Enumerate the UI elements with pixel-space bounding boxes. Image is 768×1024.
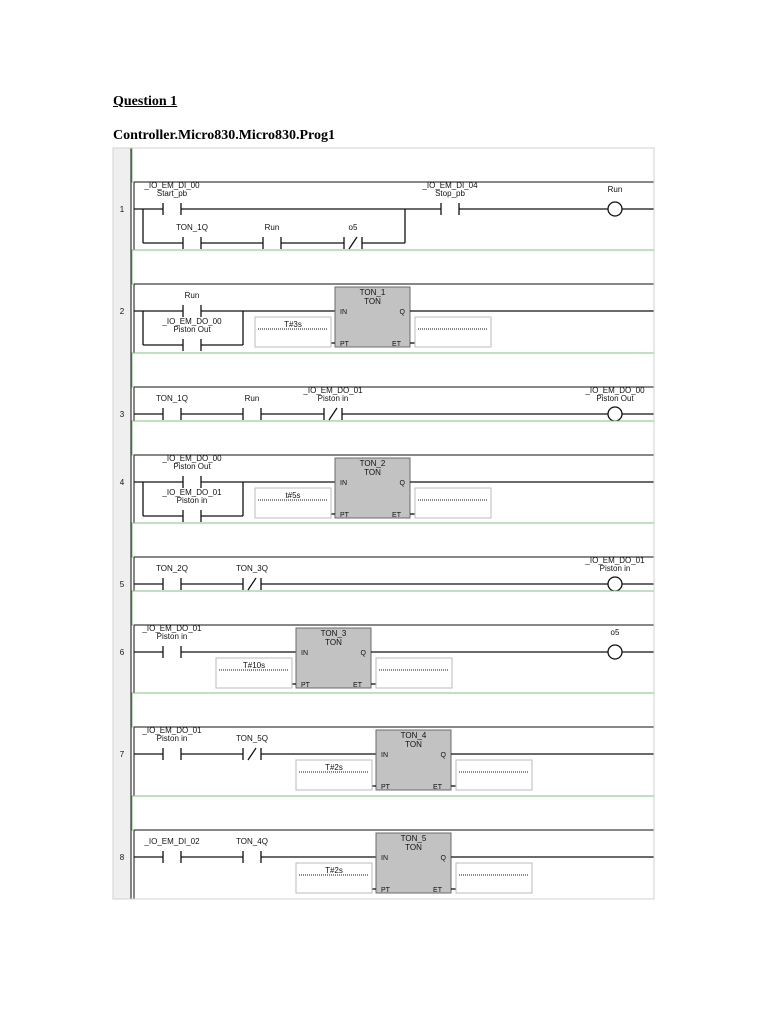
pt-value-text: T#2s [325,763,343,772]
contact-comment-label: Stop_pb [435,189,465,198]
contact-variable-label: Run [264,223,280,232]
coil-circle [608,407,622,421]
function-block-pin-pt: PT [340,512,349,519]
contact-variable-label: _IO_EM_DI_02 [144,837,200,846]
rung-comment-box[interactable] [132,353,654,387]
coil-comment-label: Piston Out [596,394,634,403]
pt-value-text: T#3s [284,320,302,329]
line-number-gutter [113,148,131,899]
coil-circle [608,577,622,591]
rung-number: 6 [119,648,125,657]
contact-variable-label: _IO_EM_DO_00 [162,454,222,463]
function-block-instance-name: TON_5 [400,834,427,843]
contact-variable-label: _IO_EM_DI_04 [422,181,478,190]
rung-number: 2 [119,307,125,316]
rung-comment-box[interactable] [132,796,654,830]
function-block-pin-pt: PT [340,341,349,348]
rung-number: 5 [119,580,125,589]
contact-variable-label: TON_3Q [236,564,268,573]
coil-variable-label: o5 [610,628,620,637]
function-block-pin-et: ET [353,682,362,689]
contact-variable-label: _IO_EM_DO_01 [303,386,363,395]
et-value-box[interactable] [456,863,532,893]
function-block-pin-in: IN [340,480,347,487]
rung-comment-box[interactable] [132,148,654,182]
function-block-pin-in: IN [301,650,308,657]
program-path: Controller.Micro830.Micro830.Prog1 [113,128,336,143]
contact-negation-slash [248,578,256,590]
function-block-pin-et: ET [433,784,442,791]
coil-circle [608,645,622,659]
contact-variable-label: Run [184,291,200,300]
contact-variable-label: TON_4Q [236,837,268,846]
contact-comment-label: Piston Out [173,462,211,471]
contact-variable-label: _IO_EM_DO_01 [162,488,222,497]
contact-variable-label: TON_5Q [236,734,268,743]
rung-comment-box[interactable] [132,591,654,625]
function-block-pin-pt: PT [301,682,310,689]
coil-comment-label: Piston in [599,564,631,573]
rung-number: 4 [119,478,125,487]
function-block-pin-q: Q [399,309,405,316]
rung-number: 8 [119,853,125,862]
et-value-box[interactable] [415,488,491,518]
function-block-instance-name: TON_3 [320,629,347,638]
rung-comment-box[interactable] [132,523,654,557]
rung-comment-box[interactable] [132,693,654,727]
function-block-pin-pt: PT [381,887,390,894]
function-block-type: TON [405,740,422,749]
function-block-instance-name: TON_4 [400,731,427,740]
contact-comment-label: Piston Out [173,325,211,334]
function-block-type: TON [364,297,381,306]
function-block-instance-name: TON_1 [359,288,386,297]
contact-variable-label: TON_1Q [156,394,188,403]
function-block-type: TON [325,638,342,647]
contact-variable-label: _IO_EM_DO_00 [162,317,222,326]
contact-variable-label: _IO_EM_DO_01 [142,726,202,735]
function-block-pin-q: Q [399,480,405,487]
contact-variable-label: Run [244,394,260,403]
coil-circle [608,202,622,216]
function-block-type: TON [364,468,381,477]
function-block-pin-et: ET [392,512,401,519]
contact-variable-label: TON_2Q [156,564,188,573]
function-block-pin-q: Q [360,650,366,657]
contact-variable-label: _IO_EM_DO_01 [142,624,202,633]
rung-number: 3 [119,410,125,419]
contact-negation-slash [248,748,256,760]
pt-value-text: T#10s [242,661,266,670]
function-block-pin-in: IN [381,855,388,862]
et-value-box[interactable] [415,317,491,347]
rung-number: 1 [119,205,125,214]
contact-comment-label: Piston in [156,632,188,641]
function-block-type: TON [405,843,422,852]
contact-variable-label: TON_1Q [176,223,208,232]
contact-comment-label: Piston in [317,394,349,403]
pt-value-text: t#5s [285,491,301,500]
et-value-box[interactable] [376,658,452,688]
function-block-pin-in: IN [381,752,388,759]
pt-value-text: T#2s [325,866,343,875]
function-block-pin-pt: PT [381,784,390,791]
function-block-pin-q: Q [440,855,446,862]
contact-negation-slash [349,237,357,249]
contact-comment-label: Start_pb [156,189,188,198]
question-title: Question 1 [113,94,178,109]
rung-comment-box[interactable] [132,250,654,284]
rung-comment-box[interactable] [132,421,654,455]
coil-variable-label: Run [607,185,623,194]
contact-variable-label: _IO_EM_DI_00 [144,181,200,190]
function-block-instance-name: TON_2 [359,459,386,468]
coil-variable-label: _IO_EM_DO_00 [585,386,645,395]
contact-comment-label: Piston in [156,734,188,743]
contact-variable-label: o5 [348,223,358,232]
rung-number: 7 [119,750,125,759]
coil-variable-label: _IO_EM_DO_01 [585,556,645,565]
function-block-pin-et: ET [392,341,401,348]
function-block-pin-q: Q [440,752,446,759]
contact-comment-label: Piston in [176,496,208,505]
function-block-pin-in: IN [340,309,347,316]
function-block-pin-et: ET [433,887,442,894]
contact-negation-slash [329,408,337,420]
et-value-box[interactable] [456,760,532,790]
